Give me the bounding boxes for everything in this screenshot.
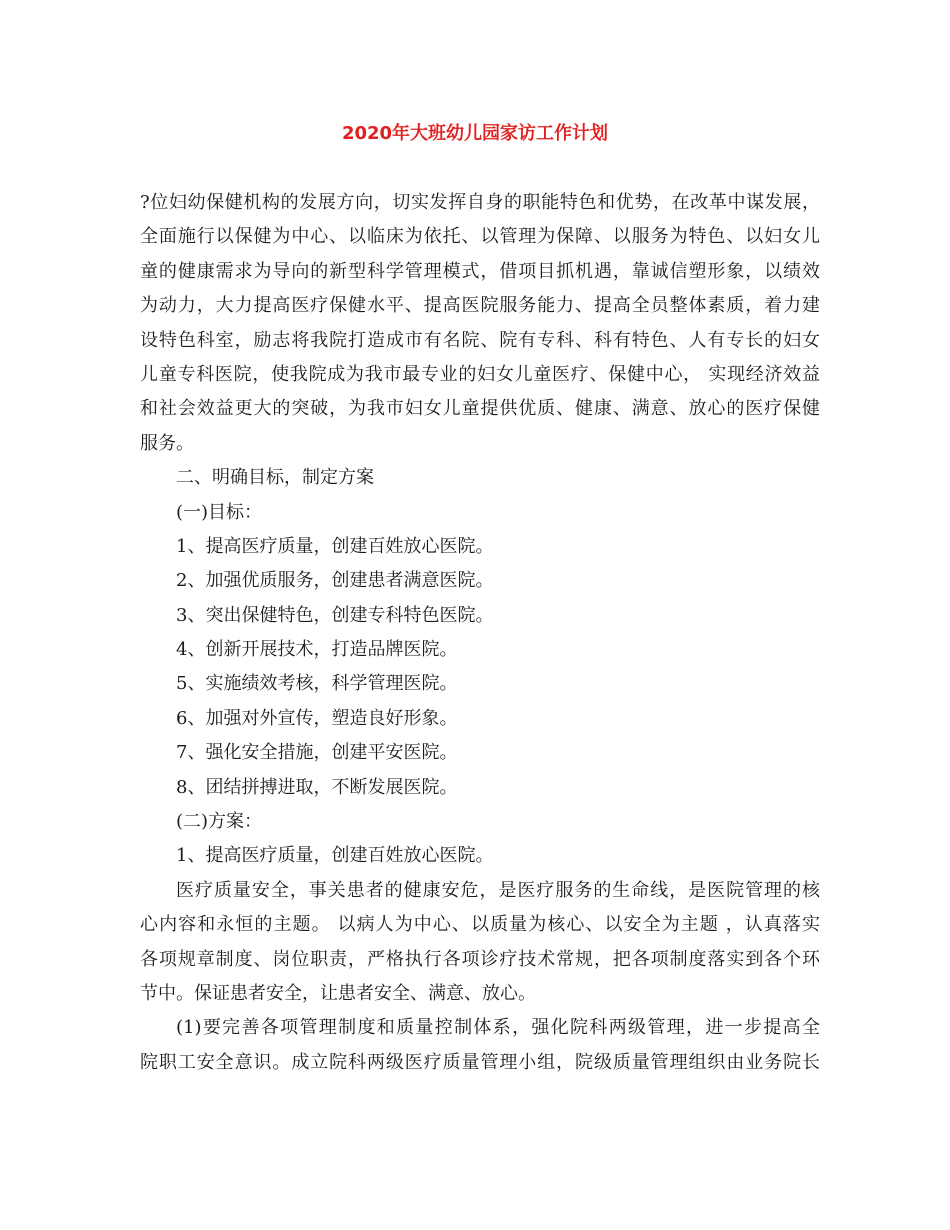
list-item: 1、提高医疗质量，创建百姓放心医院。: [176, 535, 494, 557]
body-line: 为动力，大力提高医疗保健水平、提高医院服务能力、提高全员整体素质，着力建: [140, 295, 820, 317]
list-item: 3、突出保健特色，创建专科特色医院。: [176, 604, 494, 626]
list-item: 5、实施绩效考核，科学管理医院。: [176, 673, 458, 695]
list-item: 6、加强对外宣传，塑造良好形象。: [176, 707, 458, 729]
subsection-heading: (二)方案：: [176, 811, 263, 833]
list-item: 8、团结拼搏进取，不断发展医院。: [176, 776, 458, 798]
body-line: 心内容和永恒的主题。 以病人为中心、以质量为核心、以安全为主题 ，认真落实: [140, 914, 820, 936]
list-item: 2、加强优质服务，创建患者满意医院。: [176, 570, 494, 592]
body-line: 和社会效益更大的突破，为我市妇女儿童提供优质、健康、满意、放心的医疗保健: [140, 398, 820, 420]
document-title: 2020年大班幼儿园家访工作计划: [341, 123, 609, 144]
body-line: 各项规章制度、岗位职责，严格执行各项诊疗技术常规，把各项制度落实到各个环: [140, 948, 820, 970]
subsection-heading: (一)目标：: [176, 501, 263, 523]
document-body: [140, 186, 820, 1080]
body-line: ?位妇幼保健机构的发展方向，切实发挥自身的职能特色和优势，在改革中谋发展，: [140, 192, 820, 213]
body-line: 医疗质量安全，事关患者的健康安危，是医疗服务的生命线，是医院管理的核: [176, 879, 820, 901]
body-line: 全面施行以保健为中心、以临床为依托、以管理为保障、以服务为特色、以妇女儿: [140, 226, 820, 248]
body-line: 儿童专科医院，使我院成为我市最专业的妇女儿童医疗、保健中心， 实现经济效益: [140, 363, 820, 385]
section-heading: 二、明确目标，制定方案: [176, 467, 374, 489]
body-line: (1)要完善各项管理制度和质量控制体系，强化院科两级管理，进一步提高全: [176, 1017, 820, 1039]
list-item: 1、提高医疗质量，创建百姓放心医院。: [176, 845, 494, 867]
body-line: 节中。保证患者安全，让患者安全、满意、放心。: [140, 982, 536, 1004]
body-line: 服务。: [140, 432, 194, 454]
list-item: 7、强化安全措施，创建平安医院。: [176, 742, 458, 764]
list-item: 4、创新开展技术，打造品牌医院。: [176, 639, 458, 661]
body-line: 童的健康需求为导向的新型科学管理模式，借项目抓机遇，靠诚信塑形象，以绩效: [140, 260, 820, 282]
body-line: 设特色科室，励志将我院打造成市有名院、院有专科、科有特色、人有专长的妇女: [140, 329, 820, 351]
body-line: 院职工安全意识。成立院科两级医疗质量管理小组，院级质量管理组织由业务院长: [140, 1051, 820, 1073]
